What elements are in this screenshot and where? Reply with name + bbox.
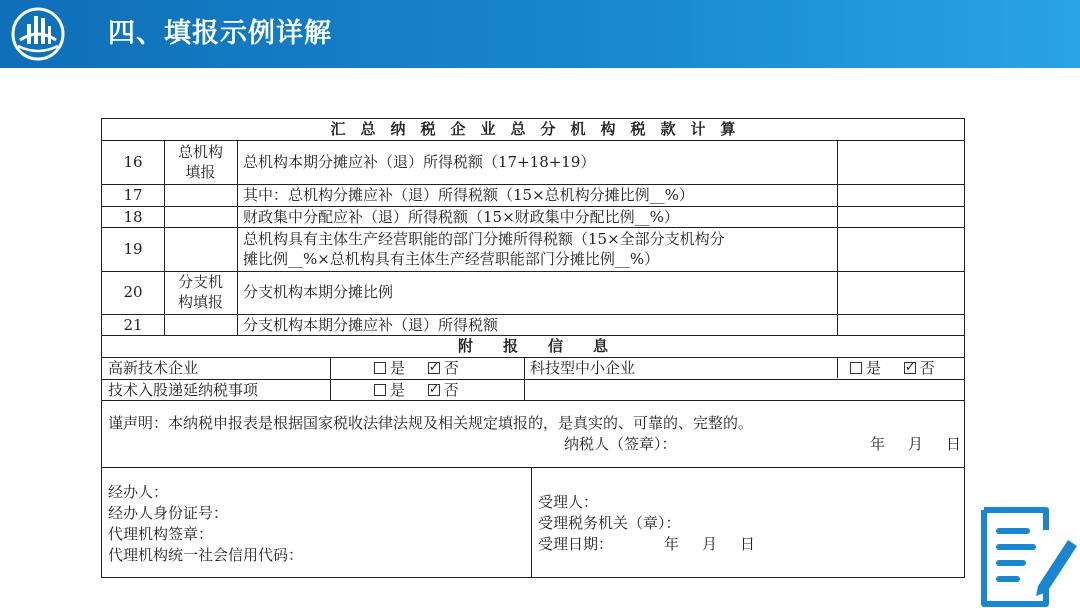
row-num-21: 21 [123, 316, 143, 334]
tax-office-label: 受理税务机关（章）： [538, 514, 681, 532]
declaration-date: 年 月 日 [870, 435, 966, 453]
row-text-18: 财政集中分配应补（退）所得税额（15×财政集中分配比例__%） [243, 208, 679, 226]
receive-date-label: 受理日期： [538, 535, 614, 553]
document-edit-icon [978, 500, 1078, 608]
page-title: 四、填报示例详解 [108, 18, 332, 49]
section-title-attach: 附 报 信 息 [457, 337, 608, 355]
high-tech-no-checkbox[interactable] [428, 362, 440, 374]
row-text-21: 分支机构本期分摊应补（退）所得税额 [243, 316, 499, 334]
tax-emblem-icon [10, 6, 66, 62]
handler-id-label: 经办人身份证号： [108, 504, 229, 522]
row-num-18: 18 [123, 208, 143, 226]
tech-equity-label: 技术入股递延纳税事项 [108, 381, 259, 399]
group-hq-line1: 总机构 [177, 143, 223, 161]
agency-seal-label: 代理机构签章： [108, 525, 214, 543]
header-bar [0, 0, 1080, 68]
row-num-19: 19 [123, 240, 143, 258]
value-cell-19[interactable] [838, 228, 964, 271]
value-cell-20[interactable] [838, 272, 964, 314]
value-cell-16[interactable] [838, 141, 964, 184]
taxpayer-sign-label: 纳税人（签章）： [564, 435, 677, 453]
sme-no-checkbox[interactable] [904, 362, 916, 374]
high-tech-options: 是 ✓ 否 [374, 359, 459, 378]
group-branch-line2: 构填报 [177, 293, 223, 311]
sme-label: 科技型中小企业 [530, 359, 636, 377]
row-num-17: 17 [123, 186, 143, 204]
row-text-20: 分支机构本期分摊比例 [243, 283, 394, 301]
declaration-text: 谨声明：本纳税申报表是根据国家税收法律法规及相关规定填报的，是真实的、可靠的、完整的。 [108, 414, 754, 432]
high-tech-yes-checkbox[interactable] [374, 362, 386, 374]
row-text-19-line1: 总机构具有主体生产经营职能的部门分摊所得税额（15×全部分支机构分 [243, 230, 725, 248]
row-num-16: 16 [123, 153, 143, 171]
row-text-19-line2: 摊比例__%×总机构具有主体生产经营职能部门分摊比例__%） [243, 250, 660, 268]
row-text-16: 总机构本期分摊应补（退）所得税额（17+18+19） [243, 153, 596, 171]
value-cell-17[interactable] [838, 185, 964, 206]
receiver-label: 受理人： [538, 493, 599, 511]
tech-equity-options: 是 ✓ 否 [374, 381, 459, 400]
handler-label: 经办人： [108, 483, 169, 501]
group-hq-line2: 填报 [185, 163, 216, 181]
agency-credit-label: 代理机构统一社会信用代码： [108, 546, 304, 564]
row-text-17: 其中：总机构分摊应补（退）所得税额（15×总机构分摊比例__%） [243, 186, 694, 204]
tech-equity-no-checkbox[interactable] [428, 384, 440, 396]
receive-date-ymd: 年 月 日 [664, 535, 760, 553]
tax-form-table [101, 118, 965, 578]
group-branch-line1: 分支机 [177, 273, 223, 291]
high-tech-label: 高新技术企业 [108, 359, 199, 377]
sme-yes-checkbox[interactable] [850, 362, 862, 374]
value-cell-21[interactable] [838, 315, 964, 335]
sme-options: 是 ✓ 否 [850, 359, 935, 378]
value-cell-18[interactable] [838, 207, 964, 227]
section-title-summary-tax: 汇 总 纳 税 企 业 总 分 机 构 税 款 计 算 [330, 120, 736, 138]
tech-equity-yes-checkbox[interactable] [374, 384, 386, 396]
row-num-20: 20 [123, 283, 143, 301]
